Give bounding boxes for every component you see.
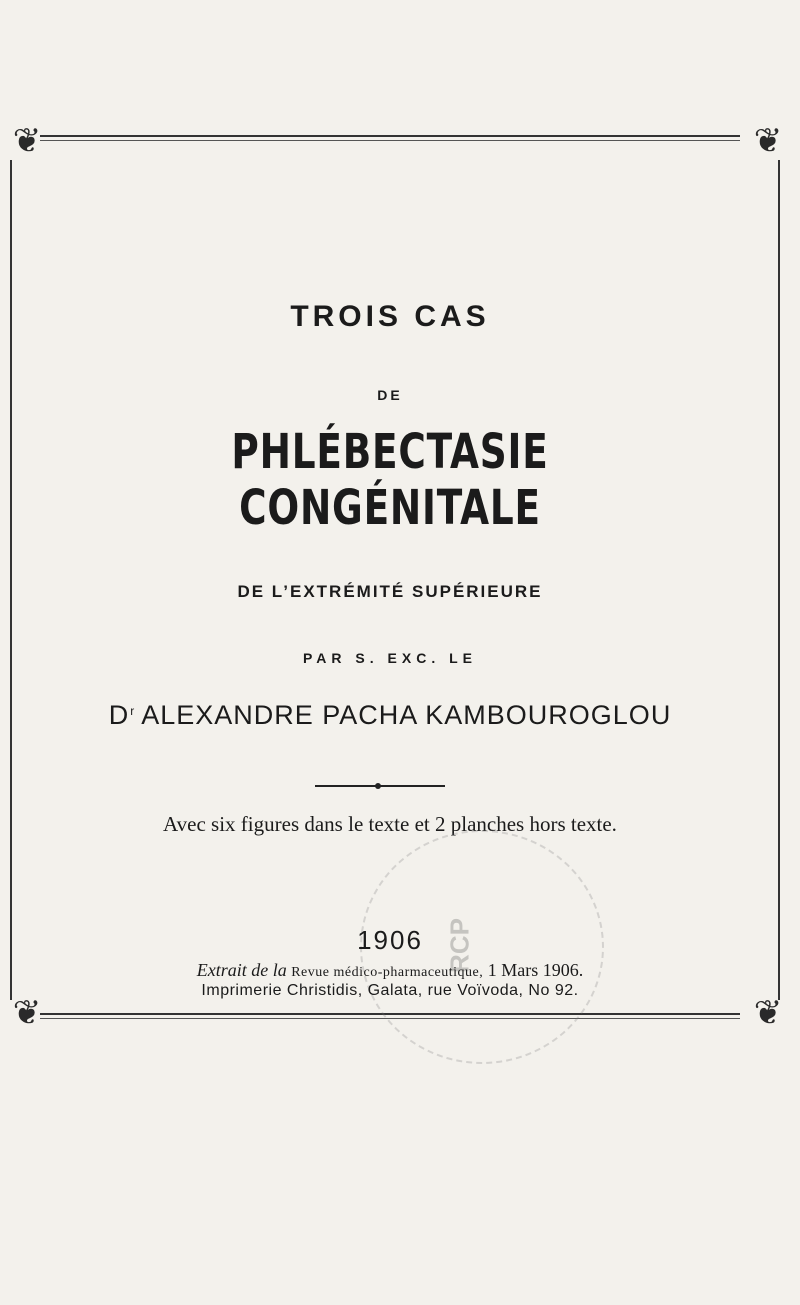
top-border-rule	[40, 135, 740, 137]
ornamental-divider	[315, 785, 445, 787]
subtitle: DE L’EXTRÉMITÉ SUPÉRIEURE	[237, 582, 543, 601]
title-line-1: TROIS CAS	[290, 300, 490, 333]
figures-note: Avec six figures dans le texte et 2 planches hors texte.	[163, 812, 617, 836]
extract-lead: Extrait de la	[196, 960, 287, 980]
author-prefix-sup: r	[130, 704, 136, 718]
stamp-text: RCP	[444, 918, 475, 973]
corner-ornament-icon: ❦	[12, 994, 42, 1032]
publication-year: 1906	[357, 925, 423, 955]
extract-journal: Revue médico-pharmaceutique,	[291, 965, 484, 980]
printer-line: Imprimerie Christidis, Galata, rue Voïvoda, No 92.	[201, 982, 579, 999]
byline: PAR S. EXC. LE	[303, 650, 477, 666]
corner-ornament-icon: ❦	[753, 994, 783, 1032]
right-border-rule	[778, 160, 780, 1000]
extract-line	[10, 960, 770, 981]
author-name: ALEXANDRE PACHA KAMBOUROGLOU	[141, 700, 672, 730]
title-line-2: DE	[377, 387, 403, 403]
left-border-rule	[10, 160, 12, 1000]
corner-ornament-icon: ❦	[12, 122, 42, 160]
extract-date: 1 Mars 1906.	[487, 960, 584, 980]
main-title: PHLÉBECTASIE CONGÉNITALE	[231, 424, 549, 536]
author-prefix: D	[108, 700, 130, 730]
corner-ornament-icon: ❦	[753, 122, 783, 160]
author-line	[10, 700, 770, 731]
